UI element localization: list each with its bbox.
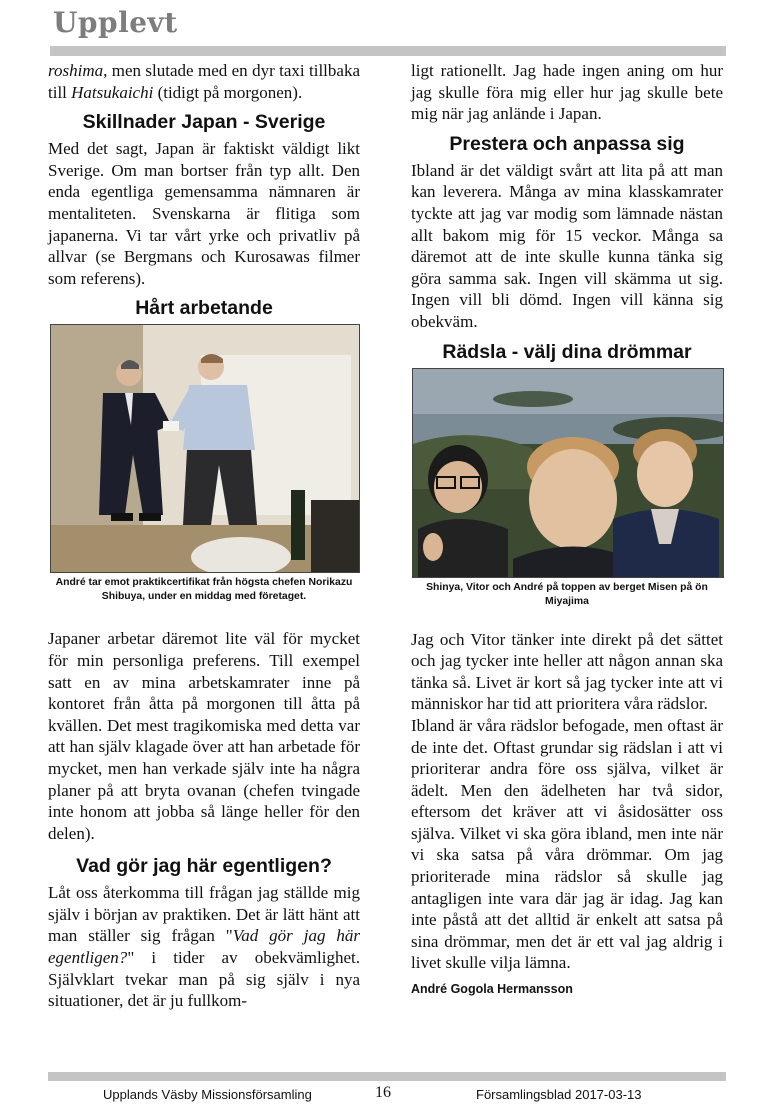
footer-rule	[48, 1072, 726, 1081]
heading-perform: Prestera och anpassa sig	[449, 132, 685, 155]
why-here-quote: Vad gör jag här egentligen?	[48, 926, 360, 968]
page-footer	[48, 1084, 726, 1106]
header-rule	[50, 46, 726, 56]
heading-differences: Skillnader Japan - Sverige	[82, 111, 326, 134]
heading-hard-working: Hårt arbetande	[135, 297, 273, 320]
heading-why-here: Vad gör jag här egentligen?	[76, 855, 332, 878]
place-name-1: roshima	[48, 61, 104, 80]
left-column	[48, 60, 360, 1012]
heading-fear: Rädsla - välj dina drömmar	[442, 340, 692, 363]
selfie-photo-drawing	[413, 369, 723, 577]
page-number: 16	[375, 1084, 391, 1101]
place-name-2: Hatsukaichi	[71, 82, 154, 102]
figure-certificate	[48, 324, 360, 604]
intro-paragraph	[48, 60, 360, 103]
certificate-photo-drawing	[51, 325, 359, 572]
footer-issue-date: Församlingsblad 2017-03-13	[476, 1087, 642, 1102]
certificate-caption: André tar emot praktikcertifikat från högsta chefen Norikazu Shibuya, under en middag med företaget.	[55, 577, 353, 603]
page-header	[50, 4, 730, 54]
paragraph-why-here	[48, 882, 360, 1012]
selfie-photo	[412, 368, 724, 578]
intro-text-1: , men slutade med en dyr taxi tillbaka till	[48, 61, 360, 102]
why-here-text-a: Låt oss återkomma till frågan jag ställde mig själv i början av praktiken. Det är lätt hänt att man ställer sig frågan "	[48, 883, 360, 946]
section-title: Upplevt	[53, 6, 178, 39]
paragraph-differences: Med det sagt, Japan är faktiskt väldigt likt Sverige. Om man bortser från typ allt. Den enda egentliga gemensamma nämnaren är mentaliteten. Svenskarna är flitiga som japanerna. Vi tar vårt yrke och privatliv på allvar (se Bergmans och Kurosawas filmer som referens).	[48, 139, 360, 288]
intro-text-2: (tidigt på morgonen).	[153, 82, 303, 102]
paragraph-perform: Ibland är det väldigt svårt att lita på att man kan leverera. Många av mina klasskamrater tyckte att jag var modig som lämnade nästan allt bakom mig för 15 veckor. Många sa däremot att de inte skulle kunna tänka sig göra samma sak. Ingen vill skämma ut sig. Ingen vill bli dömd. Ingen vill känna sig obekväm.	[411, 160, 723, 331]
figure-selfie	[411, 368, 723, 609]
why-here-text-b: " i tider av obekvämlighet. Självklart tvekar man på sig själv i nya situationer, det är ju fullkom-	[48, 948, 360, 1011]
paragraph-work-hours: Japaner arbetar däremot lite väl för mycket för min personliga preferens. Till exempel satt en av mina arbetskamrater inne på kontoret från åtta på morgonen till åtta på kvällen. Det mest tragikomiska med detta var att han själv klagade över att han arbetade för mycket, men han verkade själv inte ha några planer på att bryta ovanan (chefen tvingade inte honom att jobba så länge heller för den delen).	[48, 629, 360, 843]
footer-organization: Upplands Väsby Missionsförsamling	[103, 1087, 312, 1102]
author-signature: André Gogola Hermansson	[411, 982, 573, 997]
paragraph-fears: Ibland är våra rädslor befogade, men oftast är de inte det. Oftast grundar sig rädslan i att vi prioriterar andra före oss själva, vilket är ädelt. Men den ädelheten har två sidor, eftersom det kräver att vi åsidosätter oss själva. Vilket vi ska göra ibland, men inte när vi ska satsa på våra drömmar. Om jag prioriterade mina rädslor så skulle jag antagligen inte vara där jag är idag. Jag kan inte påstå att det alltid är enkelt att satsa på sina drömmar, men det är ett val jag aldrig i livet skulle vilja lämna.	[411, 715, 723, 973]
right-column	[411, 60, 723, 996]
certificate-photo	[50, 324, 360, 573]
paragraph-continued: ligt rationellt. Jag hade ingen aning om hur jag skulle föra mig eller hur jag skulle bete mig när jag anlände i Japan.	[411, 61, 723, 124]
paragraph-priorities: Jag och Vitor tänker inte direkt på det sättet och jag tycker inte heller att någon annan ska tänka så. Livet är kort så jag tycker inte att vi människor har tid att prioritera våra rädslor.	[411, 629, 723, 714]
selfie-caption: Shinya, Vitor och André på toppen av berget Misen på ön Miyajima	[426, 581, 708, 607]
